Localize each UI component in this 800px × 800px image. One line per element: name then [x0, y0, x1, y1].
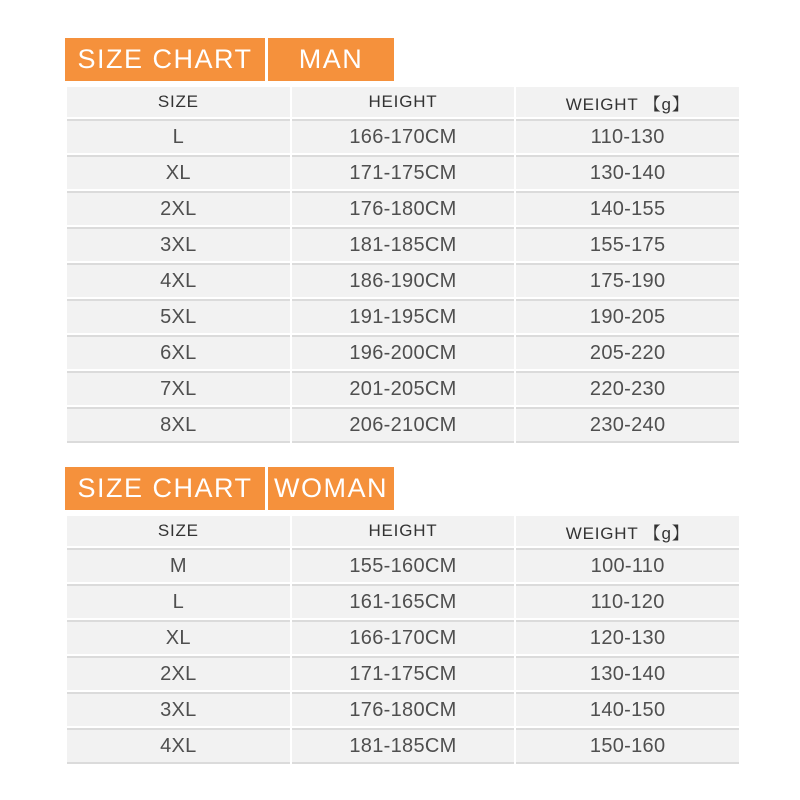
table-cell: 230-240: [516, 407, 739, 443]
table-row: [67, 656, 739, 690]
table-cell: XL: [67, 620, 290, 654]
table-cell: 2XL: [67, 191, 290, 225]
table-row: [67, 407, 739, 443]
table-row: [67, 371, 739, 405]
table-cell: 191-195CM: [292, 299, 515, 333]
size-chart-title-badge: SIZE CHART: [65, 467, 265, 510]
size-chart-title-badge: SIZE CHART: [65, 38, 265, 81]
table-cell: 166-170CM: [292, 119, 515, 153]
column-header-height: HEIGHT: [292, 87, 515, 117]
table-row: [67, 620, 739, 654]
table-cell: 155-175: [516, 227, 739, 261]
header-row: [67, 87, 739, 117]
table-head: [67, 516, 739, 546]
table-cell: 206-210CM: [292, 407, 515, 443]
table-cell: 4XL: [67, 728, 290, 764]
table-body: [67, 119, 739, 443]
table-cell: 161-165CM: [292, 584, 515, 618]
column-header-size: SIZE: [67, 87, 290, 117]
table-cell: XL: [67, 155, 290, 189]
table-cell: 6XL: [67, 335, 290, 369]
size-table-man: [65, 85, 741, 445]
table-cell: 140-150: [516, 692, 739, 726]
table-cell: 140-155: [516, 191, 739, 225]
column-header-weight: WEIGHT 【g】: [516, 87, 739, 117]
table-row: [67, 299, 739, 333]
table-cell: 2XL: [67, 656, 290, 690]
table-cell: L: [67, 119, 290, 153]
table-head: [67, 87, 739, 117]
table-cell: 4XL: [67, 263, 290, 297]
table-cell: 175-190: [516, 263, 739, 297]
table-body: [67, 548, 739, 764]
table-cell: 171-175CM: [292, 155, 515, 189]
table-cell: 196-200CM: [292, 335, 515, 369]
table-cell: 181-185CM: [292, 227, 515, 261]
table-cell: 176-180CM: [292, 692, 515, 726]
table-row: [67, 335, 739, 369]
table-cell: 181-185CM: [292, 728, 515, 764]
table-row: [67, 119, 739, 153]
table-cell: 3XL: [67, 692, 290, 726]
size-table-woman: [65, 514, 741, 766]
column-header-weight: WEIGHT 【g】: [516, 516, 739, 546]
table-row: [67, 728, 739, 764]
section-header-man: [65, 38, 741, 81]
table-row: [67, 227, 739, 261]
table-cell: 130-140: [516, 155, 739, 189]
column-header-height: HEIGHT: [292, 516, 515, 546]
table-cell: 190-205: [516, 299, 739, 333]
column-header-size: SIZE: [67, 516, 290, 546]
size-chart-section-man: [65, 38, 741, 445]
table-cell: 205-220: [516, 335, 739, 369]
table-cell: 155-160CM: [292, 548, 515, 582]
table-cell: L: [67, 584, 290, 618]
table-cell: 166-170CM: [292, 620, 515, 654]
table-cell: 110-120: [516, 584, 739, 618]
table-cell: 220-230: [516, 371, 739, 405]
table-cell: M: [67, 548, 290, 582]
table-cell: 5XL: [67, 299, 290, 333]
table-cell: 171-175CM: [292, 656, 515, 690]
table-cell: 186-190CM: [292, 263, 515, 297]
table-row: [67, 548, 739, 582]
table-cell: 120-130: [516, 620, 739, 654]
category-badge-woman: WOMAN: [268, 467, 394, 510]
table-cell: 8XL: [67, 407, 290, 443]
table-row: [67, 692, 739, 726]
table-row: [67, 584, 739, 618]
table-cell: 150-160: [516, 728, 739, 764]
table-cell: 7XL: [67, 371, 290, 405]
category-badge-man: MAN: [268, 38, 394, 81]
table-cell: 201-205CM: [292, 371, 515, 405]
table-row: [67, 263, 739, 297]
table-row: [67, 191, 739, 225]
size-chart-section-woman: [65, 467, 741, 766]
header-row: [67, 516, 739, 546]
table-cell: 110-130: [516, 119, 739, 153]
table-cell: 3XL: [67, 227, 290, 261]
table-row: [67, 155, 739, 189]
table-cell: 130-140: [516, 656, 739, 690]
table-cell: 100-110: [516, 548, 739, 582]
section-header-woman: [65, 467, 741, 510]
table-cell: 176-180CM: [292, 191, 515, 225]
